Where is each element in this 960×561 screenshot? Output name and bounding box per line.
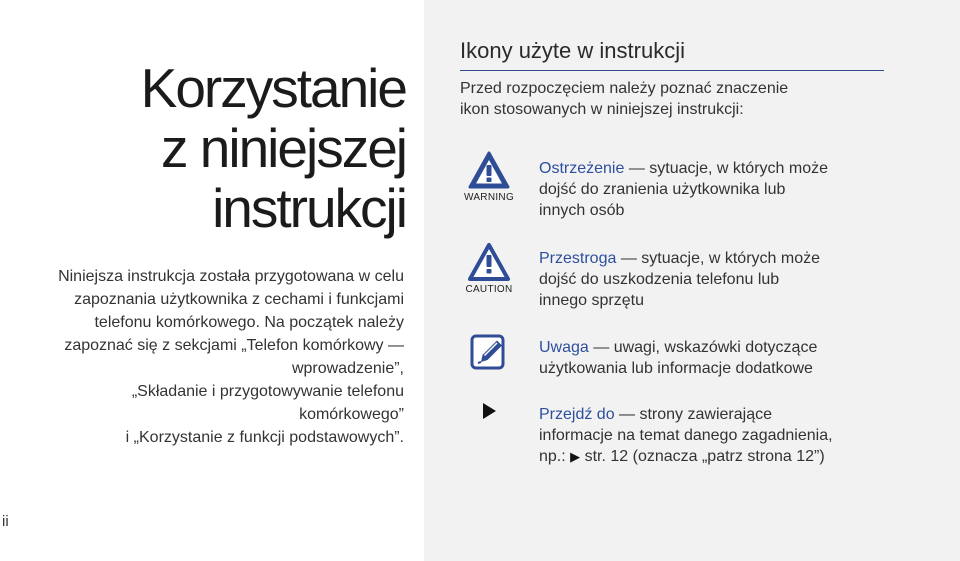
title-line: z niniejszej	[160, 117, 406, 179]
caution-triangle-icon	[467, 242, 511, 282]
warning-icon	[460, 150, 518, 203]
entry-note	[539, 337, 899, 379]
entry-line: dojść do zranienia użytkownika lub	[539, 181, 786, 198]
entry-line: dojść do uszkodzenia telefonu lub	[539, 271, 780, 288]
section-intro-line: ikon stosowanych w niniejszej instrukcji:	[460, 101, 744, 118]
entry-text: — sytuacje, w których może	[616, 250, 820, 267]
entry-line: użytkowania lub informacje dodatkowe	[539, 360, 813, 377]
entry-term: Ostrzeżenie	[539, 160, 625, 177]
warning-caption: WARNING	[463, 192, 515, 203]
entry-line: innego sprzętu	[539, 292, 644, 309]
right-triangle-arrow-icon	[481, 402, 497, 420]
intro-paragraph	[4, 265, 404, 449]
title-rule	[460, 70, 884, 71]
caution-icon	[460, 242, 518, 295]
entry-caution	[539, 248, 899, 311]
entry-term: Przestroga	[539, 250, 617, 267]
entry-warning	[539, 158, 899, 221]
entry-line: informacje na temat danego zagadnienia,	[539, 427, 833, 444]
intro-line: telefonu komórkowego. Na początek należy	[94, 314, 404, 331]
entry-term: Uwaga	[539, 339, 589, 356]
entry-term: Przejdź do	[539, 406, 615, 423]
section-intro	[460, 78, 900, 120]
title-line: Korzystanie	[140, 57, 406, 119]
section-title: Ikony użyte w instrukcji	[460, 38, 685, 63]
intro-line: komórkowego”	[299, 406, 404, 423]
example-suffix: str. 12 (oznacza „patrz strona 12”)	[580, 448, 825, 465]
intro-line: wprowadzenie”,	[291, 360, 404, 377]
intro-line: Niniejsza instrukcja została przygotowana w celu	[58, 268, 404, 285]
intro-line: zapoznania użytkownika z cechami i funkcjami	[74, 291, 404, 308]
inline-arrow-icon: ▶	[570, 449, 581, 464]
entry-text: — strony zawierające	[614, 406, 772, 423]
section-intro-line: Przed rozpoczęciem należy poznać znaczenie	[460, 80, 789, 97]
warning-triangle-icon	[467, 150, 511, 190]
intro-line: „Składanie i przygotowywanie telefonu	[131, 383, 404, 400]
entry-text: — sytuacje, w których może	[624, 160, 828, 177]
caution-caption: CAUTION	[465, 284, 513, 295]
title-line: instrukcji	[212, 177, 406, 239]
left-page	[0, 0, 424, 561]
entry-line: innych osób	[539, 202, 625, 219]
note-pencil-icon	[469, 333, 509, 371]
right-page	[424, 0, 960, 561]
entry-goto	[539, 404, 899, 467]
intro-line: zapoznać się z sekcjami „Telefon komórkowy —	[64, 337, 404, 354]
example-prefix: np.:	[539, 448, 571, 465]
page-title	[141, 58, 406, 238]
entry-text: — uwagi, wskazówki dotyczące	[588, 339, 818, 356]
note-icon	[460, 333, 518, 371]
play-arrow-icon	[460, 402, 518, 420]
intro-line: i „Korzystanie z funkcji podstawowych”.	[125, 429, 404, 446]
page-number: ii	[2, 513, 9, 530]
